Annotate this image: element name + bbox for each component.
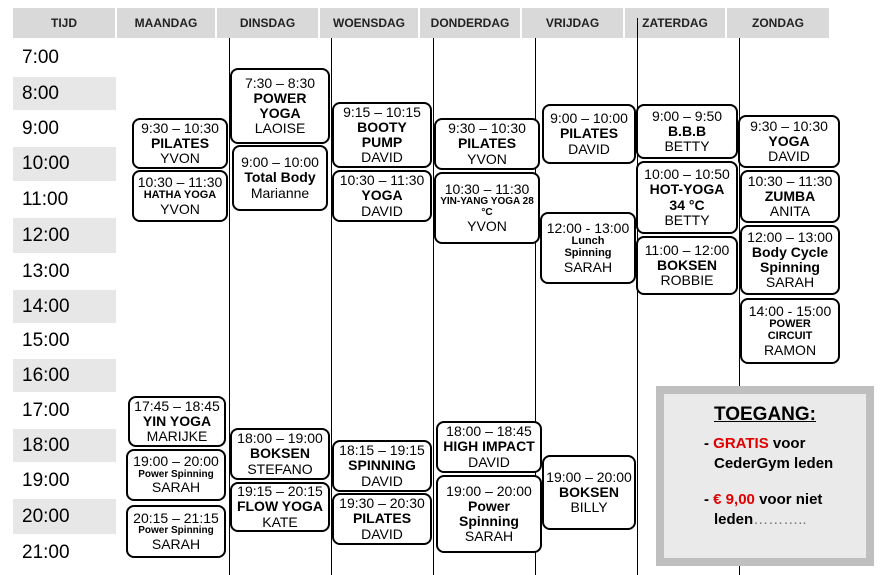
class-instructor: SARAH [151, 535, 201, 552]
class-time: 9:30 – 10:30 [141, 119, 219, 136]
class-time: 19:00 – 20:00 [446, 482, 532, 499]
class-time: 9:00 – 9:50 [651, 107, 723, 124]
class-time: 19:15 – 20:15 [237, 483, 323, 500]
class-time: 10:30 – 11:30 [747, 172, 833, 189]
class-time: 9:00 – 10:00 [550, 110, 628, 127]
class-name: BOKSEN [250, 445, 310, 462]
class-name: B.B.B [667, 122, 707, 139]
header-donderdag: DONDERDAG [420, 8, 522, 38]
header-dinsdag: DINSDAG [217, 8, 320, 38]
class-instructor: YVON [160, 150, 200, 167]
toegang-dots: ……….. [753, 511, 807, 529]
class-card[interactable] [434, 172, 540, 244]
class-card[interactable] [230, 68, 330, 144]
class-card[interactable] [738, 115, 840, 168]
class-name: PILATES [559, 125, 619, 142]
class-card[interactable] [232, 145, 328, 211]
class-name: POWER YOGA [253, 89, 307, 121]
time-slot: 8:00 [13, 77, 116, 110]
time-slot: 12:00 [13, 218, 116, 253]
class-name: BOOTY PUMP [357, 118, 407, 150]
class-instructor: SARAH [151, 479, 201, 496]
header-zaterdag: ZATERDAG [625, 8, 727, 38]
class-instructor: Marianne [250, 184, 310, 201]
class-card[interactable] [740, 170, 840, 223]
class-name: ZUMBA [764, 187, 816, 204]
time-slot: 11:00 [13, 182, 116, 217]
class-card[interactable] [540, 212, 636, 284]
toegang-title: TOEGANG: [713, 404, 817, 425]
column-divider [433, 38, 434, 575]
class-time: 9:00 – 10:00 [241, 154, 319, 171]
class-instructor: DAVID [361, 525, 403, 542]
class-instructor: YVON [467, 150, 507, 167]
class-time: 18:00 – 18:45 [446, 423, 532, 440]
class-instructor: YVON [160, 200, 200, 217]
class-card[interactable] [332, 493, 432, 545]
class-instructor: DAVID [361, 149, 403, 166]
toegang-inner [664, 394, 866, 558]
class-name: HATHA YOGA [143, 189, 217, 202]
class-card[interactable] [436, 421, 542, 473]
class-card[interactable] [128, 396, 226, 447]
time-slot: 9:00 [13, 111, 116, 146]
class-instructor: SARAH [464, 528, 514, 545]
class-instructor: YVON [467, 217, 507, 234]
class-time: 10:30 – 11:30 [444, 181, 530, 198]
toegang-dash: - [704, 434, 709, 452]
time-slot: 19:00 [13, 463, 116, 498]
class-time: 9:15 – 10:15 [343, 103, 421, 120]
class-name: BOKSEN [657, 256, 717, 273]
class-name: SPINNING [348, 457, 416, 474]
class-name: Power Spinning [138, 468, 214, 480]
class-card[interactable] [332, 102, 432, 168]
class-card[interactable] [230, 428, 330, 480]
class-name: Power Spinning [459, 497, 519, 529]
class-time: 18:15 – 19:15 [339, 442, 425, 459]
class-card[interactable] [636, 161, 738, 234]
toegang-line-members [674, 454, 856, 474]
class-name: PILATES [150, 134, 210, 151]
class-card[interactable] [126, 505, 226, 558]
class-time: 11:00 – 12:00 [644, 241, 730, 258]
class-name: Total Body [244, 169, 316, 186]
toegang-dash: - [704, 491, 709, 509]
class-card[interactable] [132, 170, 228, 222]
class-card[interactable] [740, 225, 840, 295]
class-time: 14:00 - 15:00 [748, 303, 832, 320]
class-card[interactable] [636, 236, 738, 295]
header-woensdag: WOENSDAG [320, 8, 420, 38]
class-time: 12:00 – 13:00 [747, 228, 833, 245]
class-card[interactable] [636, 104, 738, 159]
toegang-free-rest: voor [772, 434, 806, 452]
toegang-paid-price: € 9,00 [713, 491, 755, 509]
class-name: PILATES [352, 510, 412, 527]
class-name: YIN YOGA [142, 412, 212, 429]
toegang-line-paid [674, 490, 856, 510]
toegang-paid-rest: voor niet [759, 491, 823, 509]
class-name: FLOW YOGA [236, 498, 324, 515]
class-card[interactable] [542, 104, 636, 164]
column-divider [637, 18, 638, 575]
class-card[interactable] [740, 298, 840, 364]
class-name: YIN-YANG YOGA 28 °C [440, 196, 534, 218]
toegang-free-price: GRATIS [713, 434, 769, 452]
class-time: 7:30 – 8:30 [244, 74, 316, 91]
class-time: 17:45 – 18:45 [134, 397, 220, 414]
class-instructor: DAVID [361, 202, 403, 219]
class-time: 12:00 - 13:00 [546, 220, 630, 237]
class-name: BOKSEN [559, 483, 619, 500]
toegang-nonmembers-text: leden [714, 511, 754, 529]
class-name: YOGA [768, 132, 810, 149]
toegang-line-free [674, 434, 856, 454]
class-time: 10:30 – 11:30 [137, 173, 223, 190]
class-card[interactable] [436, 475, 542, 553]
class-instructor: SARAH [563, 258, 613, 275]
class-instructor: DAVID [568, 140, 610, 157]
class-time: 18:00 – 19:00 [237, 430, 323, 447]
time-slot: 21:00 [13, 535, 116, 570]
time-slot: 17:00 [13, 393, 116, 428]
class-time: 10:30 – 11:30 [339, 172, 425, 189]
class-name: HOT-YOGA 34 °C [649, 181, 725, 213]
class-name: POWER CIRCUIT [767, 318, 813, 342]
class-card[interactable] [132, 118, 228, 169]
class-card[interactable] [332, 440, 432, 492]
class-time: 9:30 – 10:30 [448, 120, 526, 137]
class-card[interactable] [230, 482, 330, 532]
class-instructor: STEFANO [247, 460, 313, 477]
class-instructor: BILLY [570, 499, 608, 516]
class-time: 10:00 – 10:50 [644, 166, 730, 183]
toegang-box [656, 386, 874, 566]
class-time: 19:30 – 20:30 [339, 495, 425, 512]
time-slot: 14:00 [13, 290, 116, 323]
header-vrijdag: VRIJDAG [522, 8, 625, 38]
class-time: 19:00 – 20:00 [546, 468, 632, 485]
class-time: 19:00 – 20:00 [133, 453, 219, 470]
time-slot: 16:00 [13, 359, 116, 392]
class-instructor: KATE [262, 513, 298, 530]
class-name: Power Spinning [138, 525, 214, 537]
class-instructor: BETTY [664, 138, 710, 155]
class-card[interactable] [126, 449, 226, 501]
header-tijd: TIJD [13, 8, 117, 38]
class-name: PILATES [457, 135, 517, 152]
toegang-line-nonmembers [674, 510, 856, 530]
class-instructor: ANITA [769, 203, 811, 220]
class-instructor: MARIJKE [146, 428, 208, 445]
class-name: Body Cycle Spinning [751, 243, 829, 275]
class-instructor: LAOISE [254, 120, 306, 137]
time-slot: 15:00 [13, 323, 116, 358]
class-instructor: DAVID [361, 472, 403, 489]
class-card[interactable] [542, 455, 636, 530]
class-name: YOGA [361, 187, 403, 204]
class-instructor: ROBBIE [660, 272, 714, 289]
class-instructor: RAMON [763, 341, 817, 358]
class-card[interactable] [332, 170, 432, 222]
class-instructor: BETTY [664, 211, 710, 228]
time-slot: 10:00 [13, 147, 116, 181]
time-slot: 20:00 [13, 499, 116, 534]
class-time: 9:30 – 10:30 [750, 117, 828, 134]
class-name: HIGH IMPACT [443, 438, 535, 455]
class-card[interactable] [434, 118, 540, 170]
class-name: Lunch Spinning [564, 235, 612, 259]
header-zondag: ZONDAG [727, 8, 829, 38]
time-slot: 7:00 [13, 40, 116, 75]
class-instructor: DAVID [768, 148, 810, 165]
time-slot: 13:00 [13, 254, 116, 289]
class-time: 20:15 – 21:15 [133, 509, 219, 526]
class-instructor: DAVID [468, 453, 510, 470]
header-maandag: MAANDAG [117, 8, 217, 38]
class-instructor: SARAH [765, 274, 815, 291]
time-slot: 18:00 [13, 429, 116, 462]
toegang-members-text: CederGym leden [714, 454, 834, 472]
